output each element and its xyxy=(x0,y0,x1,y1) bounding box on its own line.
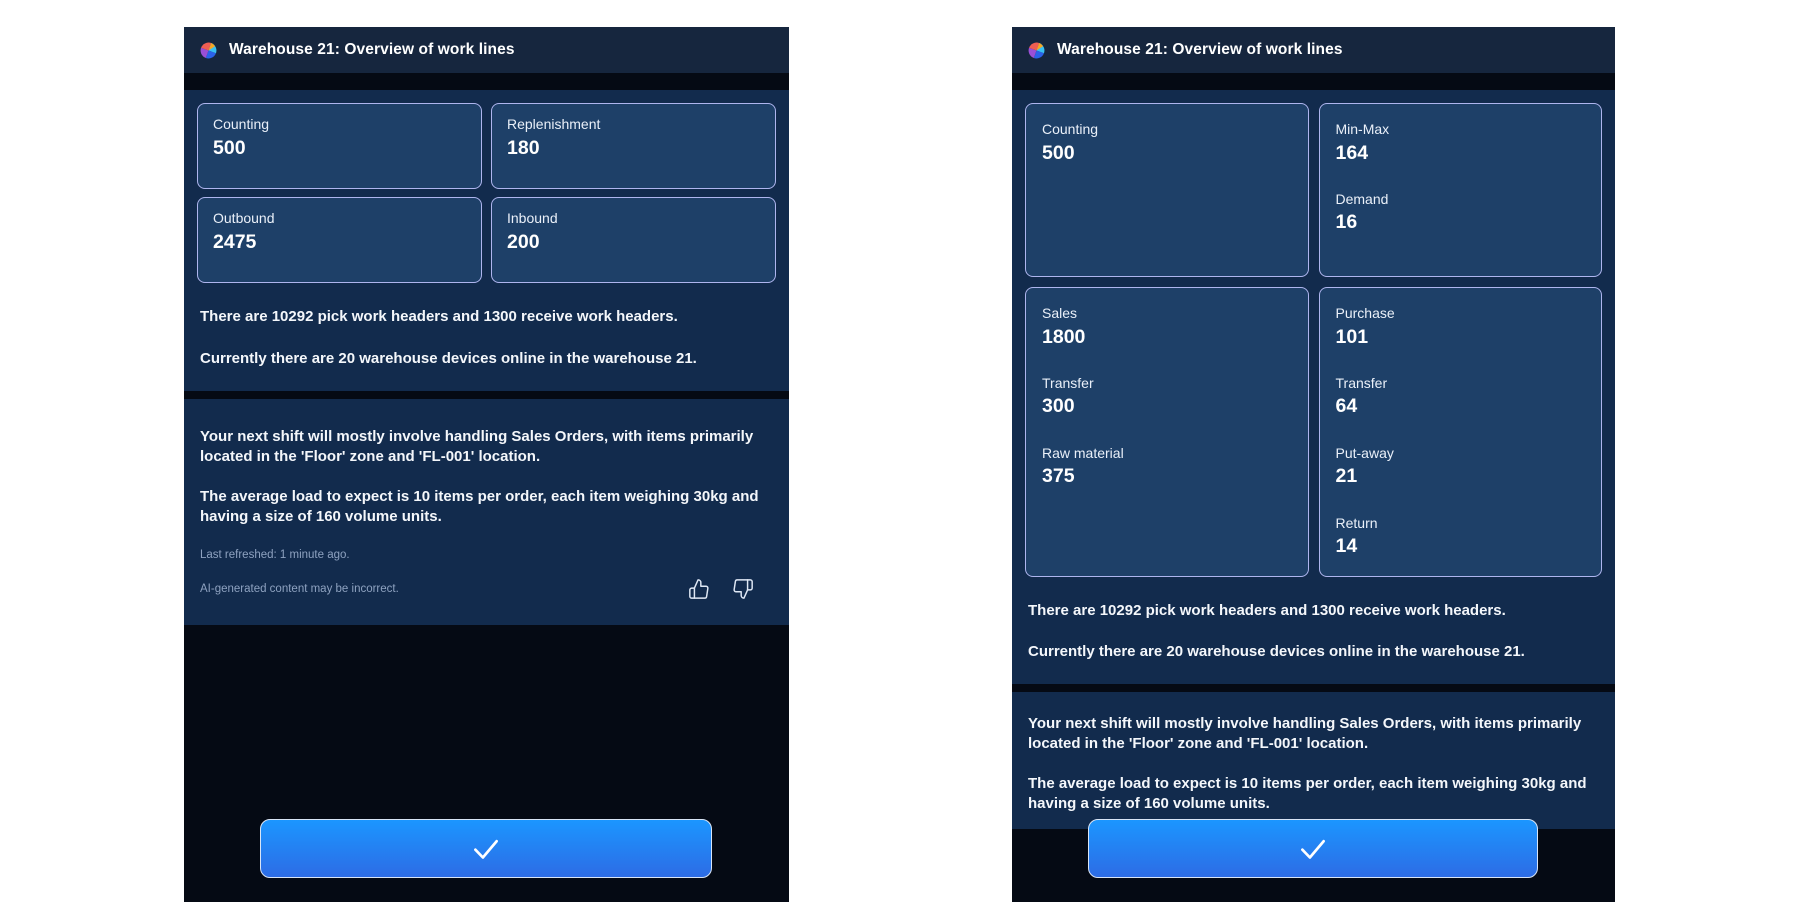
checkmark-icon xyxy=(469,832,503,866)
shift-load-text: The average load to expect is 10 items per order, each item weighing 30kg and having a size of 160 volume units. xyxy=(1028,775,1587,813)
metric-value: 200 xyxy=(507,230,540,253)
shift-orders-text: Your next shift will mostly involve handling Sales Orders, with items primarily located in the 'Floor' zone and 'FL-001' location. xyxy=(1028,715,1582,753)
last-refreshed-text: Last refreshed: 1 minute ago. xyxy=(200,548,350,561)
metric-value: 300 xyxy=(1042,395,1075,418)
work-overview-section xyxy=(1012,90,1615,684)
confirm-button[interactable] xyxy=(260,819,712,878)
metric-label: Raw material xyxy=(1042,444,1124,461)
metric-value: 500 xyxy=(213,136,246,159)
summary-headers-text: There are 10292 pick work headers and 1300 receive work headers. xyxy=(1028,601,1506,619)
metric-card-inbound[interactable] xyxy=(491,197,776,283)
metric-value: 1800 xyxy=(1042,325,1086,348)
work-lines-window-right xyxy=(1012,27,1615,902)
metric-card-minmax-demand[interactable] xyxy=(1319,103,1603,277)
metric-card-counting[interactable] xyxy=(197,103,482,189)
metric-label: Inbound xyxy=(507,210,558,226)
shift-advisory-section xyxy=(1012,692,1615,829)
metric-card-outbound[interactable] xyxy=(197,197,482,283)
copilot-icon xyxy=(1027,41,1046,60)
shift-load-text: The average load to expect is 10 items per order, each item weighing 30kg and having a size of 160 volume units. xyxy=(200,487,759,525)
metric-label: Sales xyxy=(1042,305,1078,321)
metric-label: Purchase xyxy=(1335,305,1395,321)
header-divider xyxy=(184,73,789,90)
metric-card-counting[interactable] xyxy=(1025,103,1309,277)
metric-value: 21 xyxy=(1335,465,1358,488)
metric-value: 375 xyxy=(1042,465,1075,488)
work-lines-window-left xyxy=(184,27,789,902)
metric-value: 64 xyxy=(1335,395,1358,418)
metric-label: Return xyxy=(1335,514,1378,531)
metric-value: 14 xyxy=(1335,535,1358,558)
metric-label: Min-Max xyxy=(1335,121,1390,137)
header-divider xyxy=(1012,73,1615,90)
metric-label: Transfer xyxy=(1335,374,1388,391)
thumbs-up-icon[interactable] xyxy=(687,577,711,601)
metric-value: 180 xyxy=(507,136,540,159)
metric-value: 500 xyxy=(1042,141,1075,164)
metric-value: 16 xyxy=(1335,211,1358,234)
work-overview-section xyxy=(184,90,789,391)
confirm-button[interactable] xyxy=(1088,819,1538,878)
metric-card-replenishment[interactable] xyxy=(491,103,776,189)
summary-devices-text: Currently there are 20 warehouse devices online in the warehouse 21. xyxy=(1028,643,1525,661)
shift-advisory-section xyxy=(184,399,789,625)
metric-label: Counting xyxy=(1042,121,1099,137)
metric-value: 101 xyxy=(1335,325,1369,348)
metric-label: Replenishment xyxy=(507,116,601,132)
metric-value: 2475 xyxy=(213,230,257,253)
metric-label: Put-away xyxy=(1335,444,1394,461)
copilot-icon xyxy=(199,41,218,60)
checkmark-icon xyxy=(1296,832,1330,866)
metric-value: 164 xyxy=(1335,141,1369,164)
app-title: Warehouse 21: Overview of work lines xyxy=(1057,41,1343,58)
thumbs-down-icon[interactable] xyxy=(731,577,755,601)
shift-orders-text: Your next shift will mostly involve handling Sales Orders, with items primarily located in the 'Floor' zone and 'FL-001' location. xyxy=(200,427,754,465)
metric-label: Transfer xyxy=(1042,374,1094,391)
app-title: Warehouse 21: Overview of work lines xyxy=(229,41,515,58)
metric-label: Demand xyxy=(1335,190,1389,207)
summary-devices-text: Currently there are 20 warehouse devices online in the warehouse 21. xyxy=(200,349,697,367)
ai-disclaimer-text: AI-generated content may be incorrect. xyxy=(200,582,399,595)
metric-label: Outbound xyxy=(213,210,275,226)
summary-headers-text: There are 10292 pick work headers and 1300 receive work headers. xyxy=(200,308,678,325)
app-header xyxy=(1012,27,1615,73)
metric-label: Counting xyxy=(213,116,270,132)
metric-card-inbound-detail[interactable] xyxy=(1319,287,1603,577)
metric-card-outbound-detail[interactable] xyxy=(1025,287,1309,577)
app-header xyxy=(184,27,789,73)
